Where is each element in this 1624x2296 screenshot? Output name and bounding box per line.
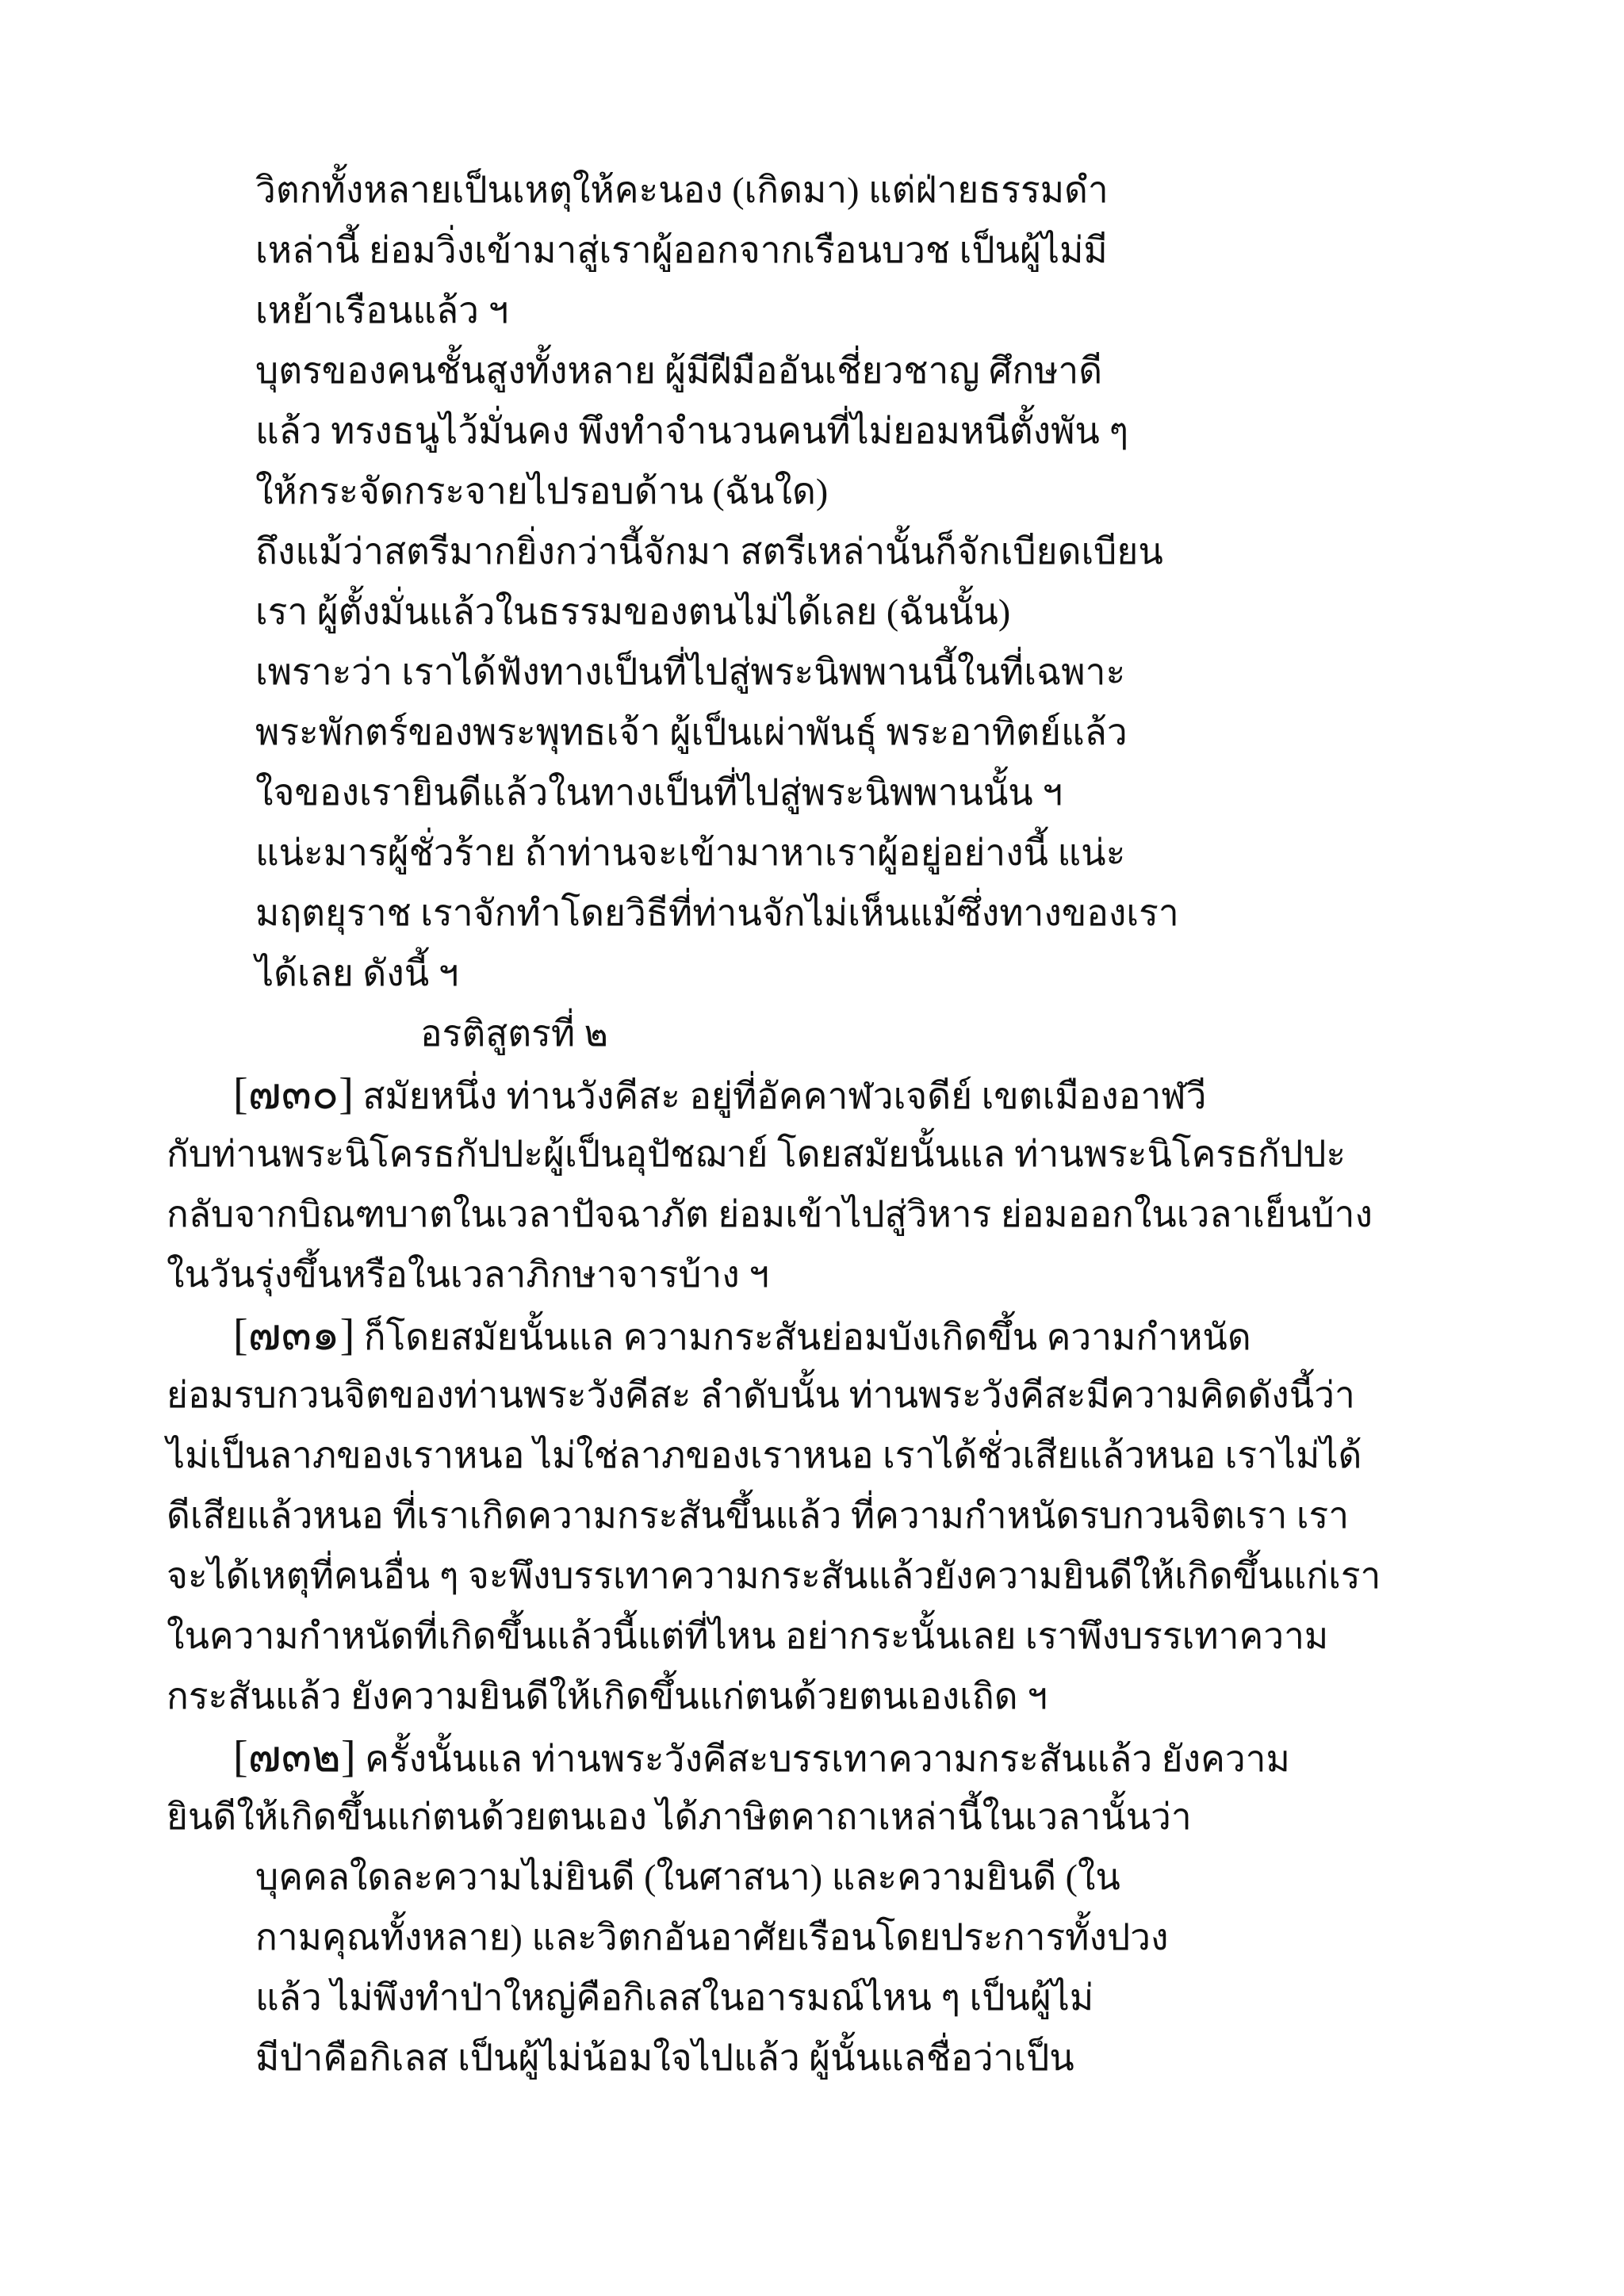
paragraph-line: กับท่านพระนิโครธกัปปะผู้เป็นอุปัชฌาย์ โดยสมัยนั้นแล ท่านพระนิโครธกัปปะ — [167, 1134, 1346, 1174]
paragraph-line: ในความกำหนัดที่เกิดขึ้นแล้วนี้แต่ที่ไหน อย่ากระนั้นเลย เราพึงบรรเทาความ — [167, 1616, 1329, 1656]
verse-line: บุตรของคนชั้นสูงทั้งหลาย ผู้มีฝีมืออันเชี่ยวชาญ ศึกษาดี — [255, 350, 1103, 391]
verse-line: ได้เลย ดังนี้ ฯ — [255, 953, 459, 993]
verse-line: เรา ผู้ตั้งมั่นแล้วในธรรมของตนไม่ได้เลย (ฉันนั้น) — [255, 591, 1011, 632]
paragraph-732-first-line — [233, 1733, 1290, 1781]
paragraph-line: ยินดีให้เกิดขึ้นแก่ตนด้วยตนเอง ได้ภาษิตคาถาเหล่านี้ในเวลานั้นว่า — [167, 1797, 1192, 1837]
paragraph-731-first-line — [233, 1311, 1251, 1359]
paragraph-text: ครั้งนั้นแล ท่านพระวังคีสะบรรเทาความกระสันแล้ว ยังความ — [365, 1739, 1290, 1779]
verse-line: วิตกทั้งหลายเป็นเหตุให้คะนอง (เกิดมา) แต่ฝ่ายธรรมดำ — [255, 170, 1109, 210]
verse-line: เพราะว่า เราได้ฟังทางเป็นที่ไปสู่พระนิพพานนี้ในที่เฉพาะ — [255, 652, 1126, 692]
verse-line: บุคคลใดละความไม่ยินดี (ในศาสนา) และความยินดี (ใน — [255, 1857, 1120, 1897]
paragraph-line: ไม่เป็นลาภของเราหนอ ไม่ใช่ลาภของเราหนอ เราได้ชั่วเสียแล้วหนอ เราไม่ได้ — [167, 1435, 1362, 1475]
paragraph-line: กลับจากบิณฑบาตในเวลาปัจฉาภัต ย่อมเข้าไปสู่วิหาร ย่อมออกในเวลาเย็นบ้าง — [167, 1194, 1373, 1234]
paragraph-number: [๗๓๑] — [233, 1311, 355, 1360]
paragraph-line: ดีเสียแล้วหนอ ที่เราเกิดความกระสันขึ้นแล้ว ที่ความกำหนัดรบกวนจิตเรา เรา — [167, 1495, 1350, 1536]
verse-line: มฤตยุราช เราจักทำโดยวิธีที่ท่านจักไม่เห็นแม้ซึ่งทางของเรา — [255, 893, 1179, 933]
verse-line: เหย้าเรือนแล้ว ฯ — [255, 290, 509, 331]
verse-line: แล้ว ทรงธนูไว้มั่นคง พึงทำจำนวนคนที่ไม่ยอมหนีตั้งพัน ๆ — [255, 411, 1129, 451]
verse-line: แล้ว ไม่พึงทำป่าใหญ่คือกิเลสในอารมณ์ไหน ๆ เป็นผู้ไม่ — [255, 1977, 1094, 2018]
paragraph-text: ก็โดยสมัยนั้นแล ความกระสันย่อมบังเกิดขึ้น ความกำหนัด — [363, 1317, 1251, 1357]
paragraph-line: จะได้เหตุที่คนอื่น ๆ จะพึงบรรเทาความกระสันแล้วยังความยินดีให้เกิดขึ้นแก่เรา — [167, 1556, 1381, 1596]
verse-line: แน่ะมารผู้ชั่วร้าย ถ้าท่านจะเข้ามาหาเราผู้อยู่อย่างนี้ แน่ะ — [255, 832, 1126, 873]
paragraph-line: กระสันแล้ว ยังความยินดีให้เกิดขึ้นแก่ตนด้วยตนเองเถิด ฯ — [167, 1676, 1048, 1716]
verse-line: ใจของเรายินดีแล้วในทางเป็นที่ไปสู่พระนิพพานนั้น ฯ — [255, 772, 1063, 813]
verse-line: กามคุณทั้งหลาย) และวิตกอันอาศัยเรือนโดยประการทั้งปวง — [255, 1917, 1169, 1957]
paragraph-line: ในวันรุ่งขึ้นหรือในเวลาภิกษาจารบ้าง ฯ — [167, 1254, 770, 1295]
verse-line: ถึงแม้ว่าสตรีมากยิ่งกว่านี้จักมา สตรีเหล่านั้นก็จักเบียดเบียน — [255, 531, 1163, 572]
verse-line: เหล่านี้ ย่อมวิ่งเข้ามาสู่เราผู้ออกจากเรือนบวช เป็นผู้ไม่มี — [255, 230, 1108, 270]
paragraph-number: [๗๓๐] — [233, 1070, 354, 1119]
verse-line: มีป่าคือกิเลส เป็นผู้ไม่น้อมใจไปแล้ว ผู้นั้นแลชื่อว่าเป็น — [255, 2038, 1074, 2078]
verse-line: พระพักตร์ของพระพุทธเจ้า ผู้เป็นเผ่าพันธุ์ พระอาทิตย์แล้ว — [255, 712, 1128, 752]
paragraph-730-first-line — [233, 1070, 1206, 1118]
paragraph-line: ย่อมรบกวนจิตของท่านพระวังคีสะ ลำดับนั้น ท่านพระวังคีสะมีความคิดดังนี้ว่า — [167, 1375, 1355, 1415]
paragraph-text: สมัยหนึ่ง ท่านวังคีสะ อยู่ที่อัคคาฬวเจดีย์ เขตเมืองอาฬวี — [362, 1076, 1207, 1116]
sutta-title: อรติสูตรที่ ๒ — [420, 1013, 609, 1054]
verse-line: ให้กระจัดกระจายไปรอบด้าน (ฉันใด) — [255, 471, 829, 511]
paragraph-number: [๗๓๒] — [233, 1732, 356, 1781]
